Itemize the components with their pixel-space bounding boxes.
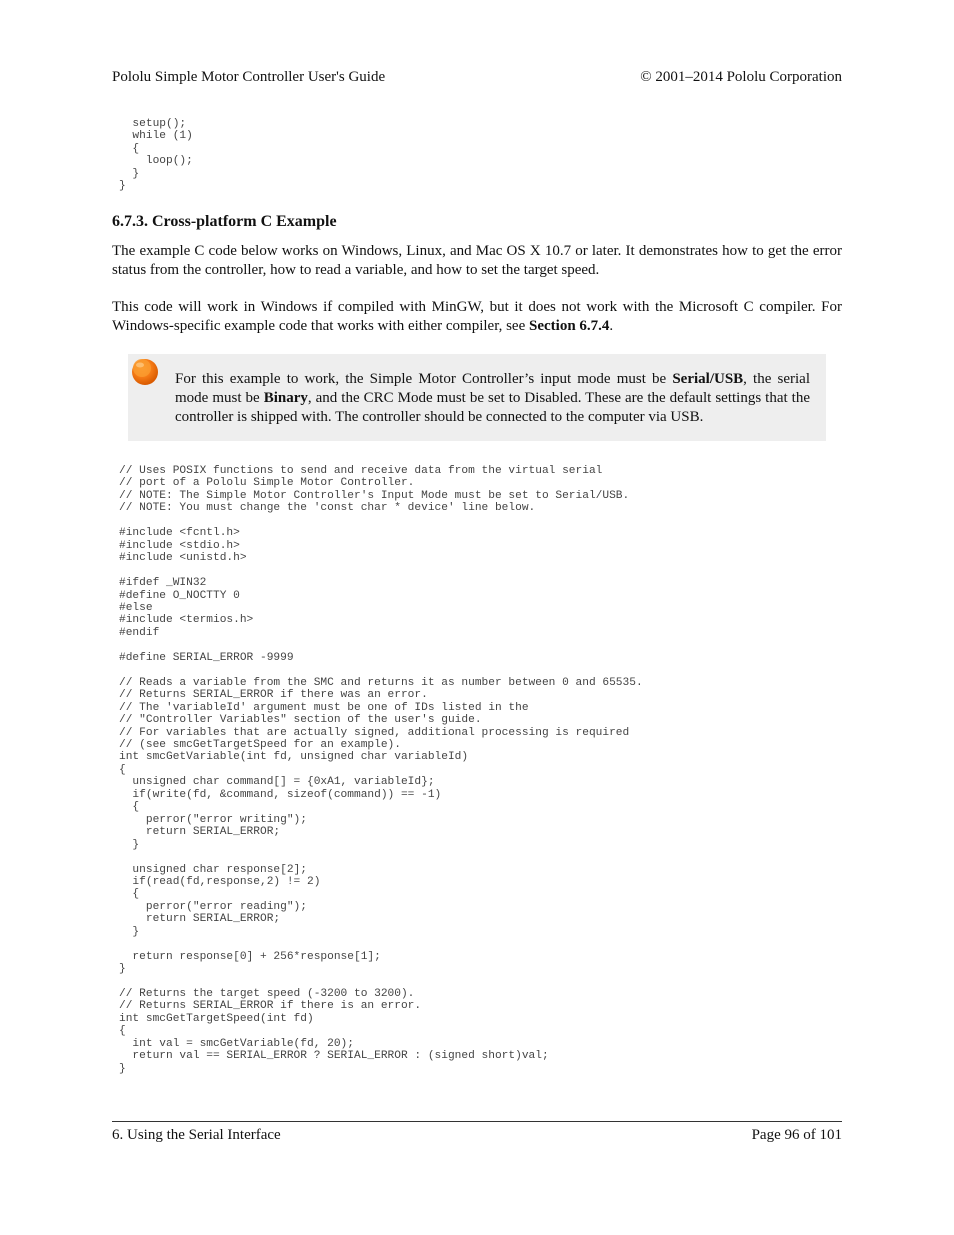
note-bold-serial-usb: Serial/USB (672, 371, 744, 387)
intro-paragraph: The example C code below works on Windows, Linux, and Mac OS X 10.7 or later. It demonstrates how to get the error status from the controller, how to read a variable, and how to set the target speed. (112, 243, 842, 278)
footer-divider (112, 1121, 842, 1122)
code-block-top: setup(); while (1) { loop(); } } (119, 118, 193, 193)
code-block-main: // Uses POSIX functions to send and receive data from the virtual serial // port of a Pololu Simple Motor Controller. // NOTE: The Simple Motor Controller's Input Mode must be set to Serial/USB. // NOTE: You must change the 'const char * device' line below. #include <fcntl.h> #include <stdio.h> #include <unistd.h> #ifdef _WIN32 #define O_NOCTTY 0 #else #include <termios.h> #endif #define SERIAL_ERROR -9999 // Reads a variable from the SMC and returns it as number between 0 and 65535. // Returns SERIAL_ERROR if there was an error. // The 'variableId' argument must be one of IDs listed in the // "Controller Variables" section of the user's guide. // For variables that are actually signed, additional processing is required // (see smcGetTargetSpeed for an example). int smcGetVariable(int fd, unsigned char variableId) { unsigned char command[] = {0xA1, variableId}; if(write(fd, &command, sizeof(command)) == -1) { perror("error writing"); return SERIAL_ERROR; } unsigned char response[2]; if(read(fd,response,2) != 2) { perror("error reading"); return SERIAL_ERROR; } return response[0] + 256*response[1]; } // Returns the target speed (-3200 to 3200). // Returns SERIAL_ERROR if there is an error. int smcGetTargetSpeed(int fd) { int val = smcGetVariable(fd, 20); return val == SERIAL_ERROR ? SERIAL_ERROR : (signed short)val; } (119, 465, 643, 1075)
header-title: Pololu Simple Motor Controller User's Guide (112, 69, 386, 85)
note-text-1: For this example to work, the Simple Motor Controller’s input mode must be (175, 371, 673, 387)
header-copyright: © 2001–2014 Pololu Corporation (640, 69, 842, 85)
footer-chapter: 6. Using the Serial Interface (112, 1127, 281, 1143)
page-footer (112, 1127, 842, 1147)
note-text-2: , the serial mode must be (175, 371, 810, 406)
section-heading: 6.7.3. Cross-platform C Example (112, 213, 337, 230)
compiler-paragraph-text: This code will work in Windows if compiled with MinGW, but it does not work with the Microsoft C compiler. For Windows-specific example code that works with either compiler, see (112, 299, 842, 334)
note-bold-binary: Binary (263, 390, 308, 406)
compiler-paragraph-end: . (609, 318, 614, 334)
section-reference-link[interactable]: Section 6.7.4 (529, 318, 610, 334)
note-box (128, 354, 826, 441)
page-header (112, 69, 842, 89)
footer-page-number: Page 96 of 101 (751, 1127, 842, 1143)
note-text (175, 370, 810, 427)
compiler-paragraph (112, 298, 842, 336)
note-text-3: , and the CRC Mode must be set to Disabled. These are the default settings that the controller is shipped with. The controller should be connected to the computer via USB. (175, 390, 810, 425)
warning-bulb-icon (129, 356, 159, 386)
